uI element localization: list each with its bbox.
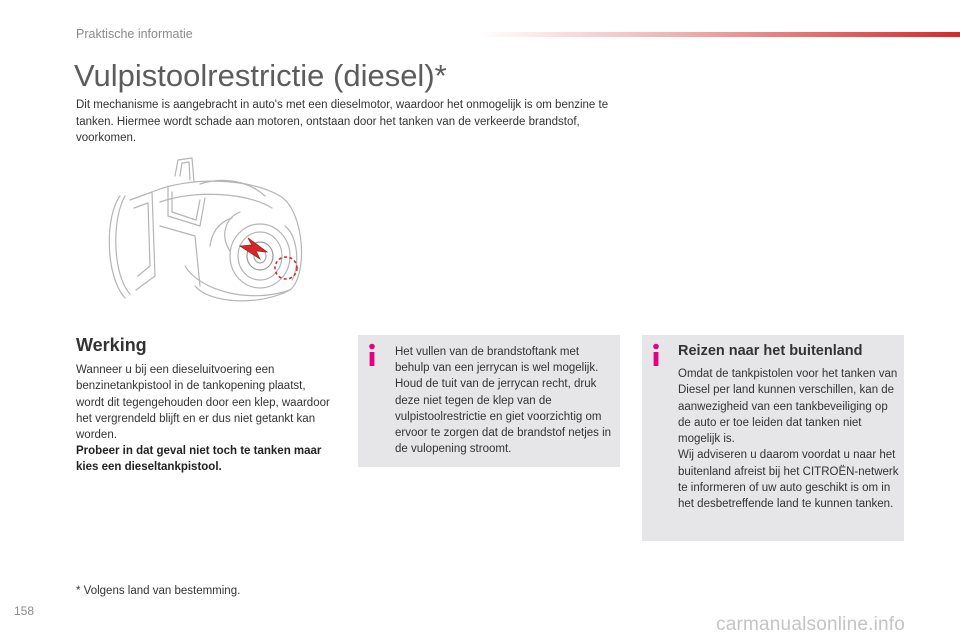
info-box-jerrycan	[358, 335, 620, 467]
info-box-jerrycan-text: Het vullen van de brandstoftank met behulp van een jerrycan is wel mogelijk. Houd de tuit van de jerrycan recht, druk deze niet tegen de klep van de vulpistoolrestrictie en giet voorzichtig om ervoor te zorgen dat de brandstof netjes in de vulopening stroomt.	[395, 346, 612, 456]
info-box-abroad	[642, 335, 904, 541]
info-box-abroad-body	[678, 366, 900, 513]
info-icon	[649, 343, 663, 367]
fuel-filler-illustration	[100, 156, 320, 308]
info-box-abroad-title: Reizen naar het buitenland	[678, 343, 863, 359]
intro-paragraph: Dit mechanisme is aangebracht in auto's met een dieselmotor, waardoor het onmogelijk is om benzine te tanken. Hiermee wordt schade aan motoren, ontstaan door het tanken van de verkeerde brandstof, voorkomen.	[76, 99, 609, 144]
werking-text: Wanneer u bij een dieseluitvoering een benzinetankpistool in de tankopening plaatst, wordt dit tegengehouden door een klep, waardoor het vergrendeld blijft en er dus niet getankt kan worden.	[76, 364, 330, 442]
page-title: Vulpistoolrestrictie (diesel)*	[74, 58, 447, 93]
info-box-abroad-advice: Wij adviseren u daarom voordat u naar het buitenland afreist bij het CITROËN-netwerk te informeren of uw auto geschikt is om in het desbetreffende land te kunnen tanken.	[678, 449, 899, 511]
footnote: * Volgens land van bestemming.	[76, 585, 241, 597]
werking-warning: Probeer in dat geval niet toch te tanken maar kies een dieseltankpistool.	[76, 445, 322, 474]
werking-heading: Werking	[76, 335, 147, 355]
header-accent-bar	[480, 32, 960, 37]
info-box-abroad-text: Omdat de tankpistolen voor het tanken van Diesel per land kunnen verschillen, kan de aanwezigheid van een tankbeveiliging op de auto er toe leiden dat tanken niet mogelijk is.	[678, 368, 898, 446]
info-icon	[365, 343, 379, 367]
watermark: carmanualsonline.info	[716, 614, 906, 635]
section-label: Praktische informatie	[76, 27, 193, 41]
page-number: 158	[14, 604, 35, 618]
